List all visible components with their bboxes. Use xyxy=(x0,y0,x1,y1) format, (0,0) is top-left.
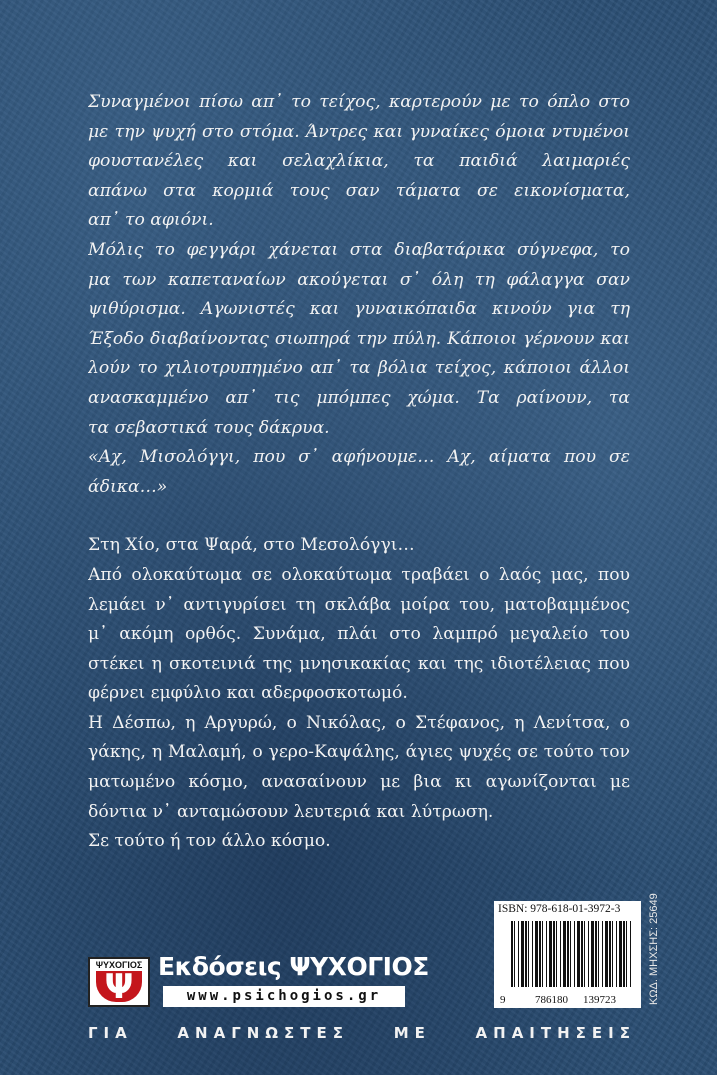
blurb-line: γάκης, η Μαλαμή, ο γερο-Καψάλης, άγιες ψυχές σε τούτο τον xyxy=(88,742,630,763)
product-code: ΚΩΔ. ΜΗΧΣΗΣ: 25649 xyxy=(648,893,660,1005)
blurb-line: μα των καπεταναίων ακούγεται σ᾽ όλη τη φάλαγγα σαν xyxy=(88,269,630,290)
blurb-line: λούν το χιλιοτρυπημένο απ᾽ τα βόλια τείχος, κάποιοι άλλοι xyxy=(88,358,630,379)
publisher-logo xyxy=(88,957,150,1007)
blurb-line: Η Δέσπω, η Αργυρώ, ο Νικόλας, ο Στέφανος, η Λενίτσα, ο xyxy=(88,712,630,733)
barcode-digits-right: 139723 xyxy=(580,994,619,1006)
blurb-line: ψιθύρισμα. Αγωνιστές και γυναικόπαιδα κινούν για τη xyxy=(88,299,630,320)
blurb-line: φέρνει εμφύλιο και αδερφοσκοτωμό. xyxy=(88,683,408,704)
publisher-name: Εκδόσεις ΨΥΧΟΓΙΟΣ xyxy=(158,952,429,981)
logo-text: ΨΥΧΟΓΙΟΣ xyxy=(95,960,143,970)
blurb-line: με την ψυχή στο στόμα. Άντρες και γυναίκες όμοια ντυμένοι xyxy=(88,121,630,142)
blurb-line: δόντια ν᾽ ανταμώσουν λευτεριά και λύτρωση. xyxy=(88,801,494,822)
blurb-line: ματωμένο κόσμο, ανασαίνουν με βια κι αγωνίζονται με xyxy=(88,772,630,793)
tagline: ΓΙΑ ΑΝΑΓΝΩΣΤΕΣ ΜΕ ΑΠΑΙΤΗΣΕΙΣ xyxy=(88,1024,636,1042)
blurb-line: Συναγμένοι πίσω απ᾽ το τείχος, καρτερούν με το όπλο στο xyxy=(88,92,630,112)
blurb-line: Μόλις το φεγγάρι χάνεται στα διαβατάρικα σύγνεφα, το xyxy=(88,239,630,260)
barcode-digit: 9 xyxy=(500,994,506,1006)
blurb-line: Στη Χίο, στα Ψαρά, στο Μεσολόγγι… xyxy=(88,535,415,556)
blurb-line: απ᾽ το αφιόνι. xyxy=(88,210,214,231)
blurb-line: ανασκαμμένο απ᾽ τις μπόμπες χώμα. Τα ραίνουν, τα xyxy=(88,387,630,408)
blurb-line: «Αχ, Μισολόγγι, που σ᾽ αφήνουμε… Αχ, αίματα που σε xyxy=(88,447,630,468)
blurb-line: άδικα…» xyxy=(88,476,168,497)
barcode-icon xyxy=(511,921,631,987)
blurb-line: μ᾽ ακόμη ορθός. Συνάμα, πλάι στο λαμπρό μεγαλείο του xyxy=(88,624,630,645)
blurb-line: απάνω στα κορμιά τους σαν τάματα σε εικονίσματα, xyxy=(88,180,630,201)
barcode-box xyxy=(494,901,641,1008)
psi-icon: Ψ xyxy=(104,967,134,1007)
paragraph-gap xyxy=(88,502,630,531)
blurb-line: Σε τούτο ή τον άλλο κόσμο. xyxy=(88,831,331,852)
back-cover-blurb xyxy=(88,88,630,857)
blurb-line: τα σεβαστικά τους δάκρυα. xyxy=(88,417,330,438)
isbn-label: ISBN: 978-618-01-3972-3 xyxy=(498,903,621,915)
blurb-line: Έξοδο διαβαίνοντας σιωπηρά την πύλη. Κάποιοι γέρνουν και xyxy=(88,328,630,349)
blurb-line: φουστανέλες και σελαχλίκια, τα παιδιά λαιμαριές xyxy=(88,151,630,172)
blurb-line: λεμάει ν᾽ αντιγυρίσει τη σκλάβα μοίρα του, ματοβαμμένος xyxy=(88,594,630,615)
blurb-line: στέκει η σκοτεινιά της μνησικακίας και της ιδιοτέλειας που xyxy=(88,653,630,674)
publisher-url: www.psichogios.gr xyxy=(163,986,405,1007)
barcode-digits-left: 786180 xyxy=(532,994,571,1006)
blurb-line: Από ολοκαύτωμα σε ολοκαύτωμα τραβάει ο λαός μας, που xyxy=(88,564,630,585)
